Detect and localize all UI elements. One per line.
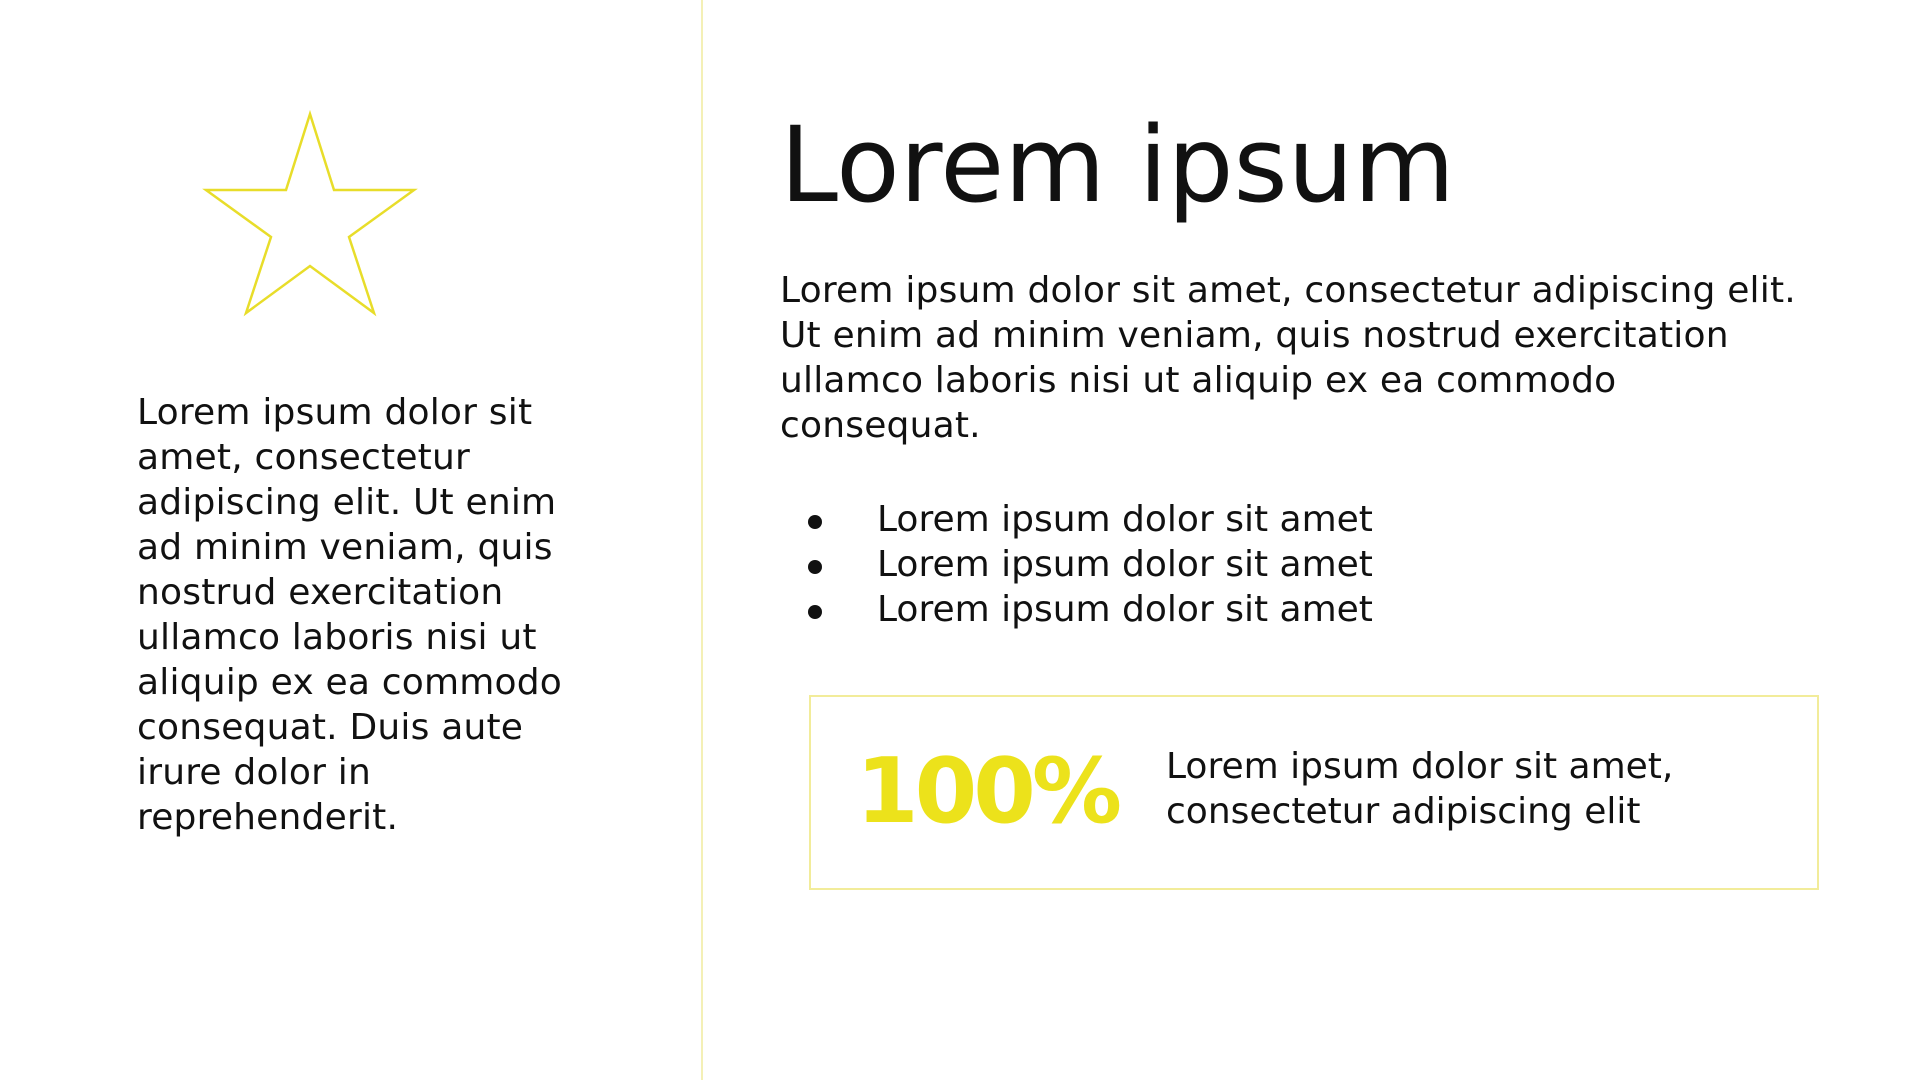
- intro-paragraph: Lorem ipsum dolor sit amet, consectetur adipiscing elit. Ut enim ad minim veniam, quis nostrud exercitation ullamco laboris nisi ut aliquip ex ea commodo consequat.: [780, 270, 1796, 446]
- page-title: Lorem ipsum: [780, 104, 1455, 226]
- bullet-item: [780, 542, 1780, 587]
- star-outline-icon: [200, 108, 420, 318]
- bullet-list: [780, 497, 1780, 632]
- bullet-item: [780, 587, 1780, 632]
- left-body-text: Lorem ipsum dolor sit amet, consectetur adipiscing elit. Ut enim ad minim veniam, quis nostrud exercitation ullamco laboris nisi ut aliquip ex ea commodo consequat. Duis aute irure dolor in reprehenderit.: [137, 392, 563, 838]
- star-outline-shape: [206, 114, 414, 313]
- bullet-item: [780, 497, 1780, 542]
- bullet-text: Lorem ipsum dolor sit amet: [877, 544, 1373, 585]
- stat-box: [809, 695, 1819, 890]
- stat-description: Lorem ipsum dolor sit amet, consectetur adipiscing elit: [1166, 746, 1674, 832]
- stat-value: 100%: [856, 739, 1119, 844]
- bullet-dot-icon: [808, 605, 822, 619]
- bullet-dot-icon: [808, 560, 822, 574]
- bullet-text: Lorem ipsum dolor sit amet: [877, 589, 1373, 630]
- bullet-dot-icon: [808, 515, 822, 529]
- bullet-text: Lorem ipsum dolor sit amet: [877, 499, 1373, 540]
- vertical-divider: [701, 0, 703, 1080]
